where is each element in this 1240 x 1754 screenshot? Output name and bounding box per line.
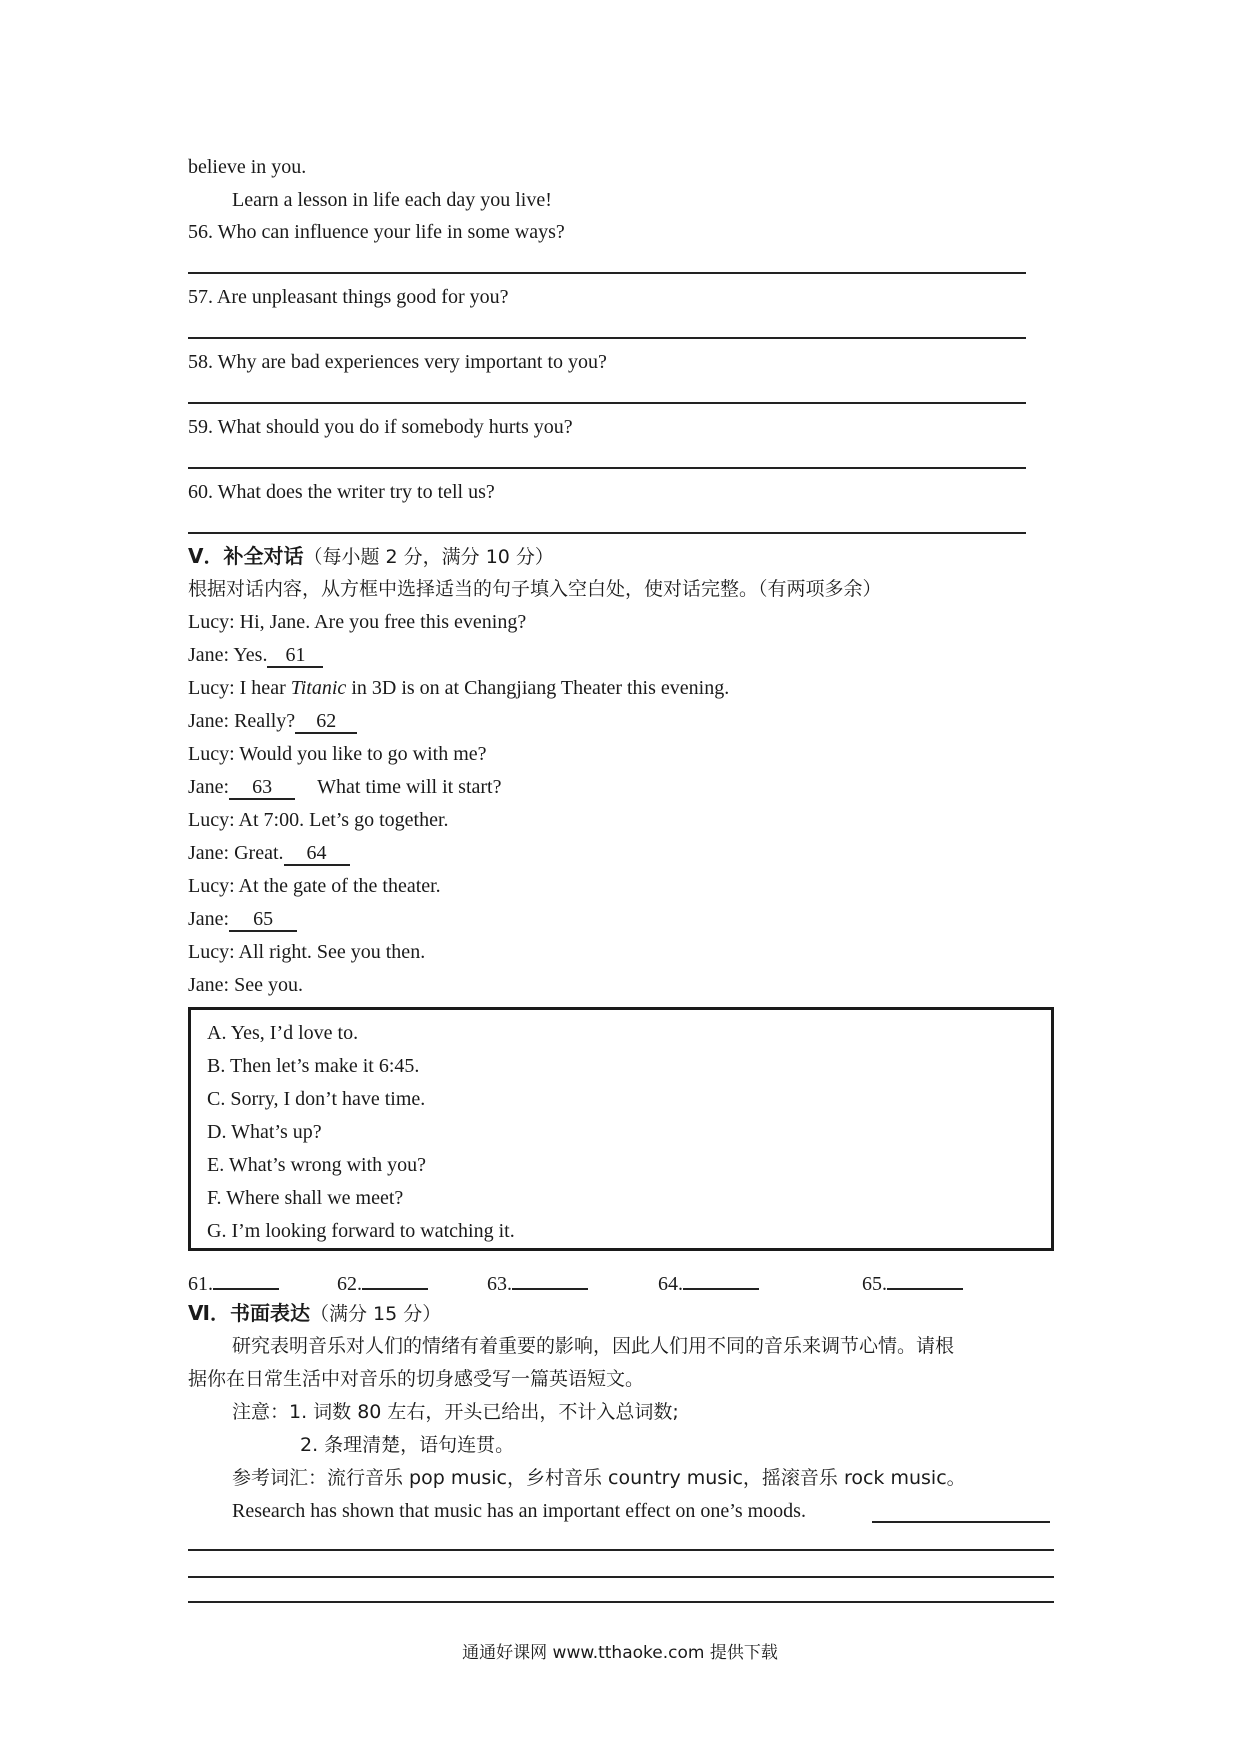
dialogue-line [188, 774, 502, 800]
blank-64[interactable]: 64 [284, 842, 350, 866]
section-5-title: V．补全对话 [188, 544, 304, 568]
option-g: G. I’m looking forward to watching it. [207, 1220, 515, 1242]
passage-line: Learn a lesson in life each day you live! [232, 189, 552, 211]
blank-62[interactable]: 62 [295, 710, 357, 734]
answer-line-57[interactable] [188, 337, 1026, 339]
dialogue-text: Lucy: I hear [188, 677, 291, 699]
answer-65[interactable] [862, 1268, 963, 1297]
section-5-note: （每小题 2 分，满分 10 分） [303, 546, 554, 568]
question-58: 58. Why are bad experiences very important to you? [188, 351, 607, 373]
option-f: F. Where shall we meet? [207, 1187, 404, 1209]
dialogue-line: Lucy: At the gate of the theater. [188, 875, 441, 897]
answer-label: 65. [862, 1273, 887, 1295]
answer-64[interactable] [658, 1268, 759, 1297]
section-5-heading [188, 543, 554, 570]
answer-63[interactable] [487, 1268, 588, 1297]
writing-prompt: 据你在日常生活中对音乐的切身感受写一篇英语短文。 [188, 1368, 645, 1390]
movie-title: Titanic [290, 677, 347, 699]
writing-note: 2. 条理清楚，语句连贯。 [300, 1434, 515, 1456]
passage-line: believe in you. [188, 156, 307, 178]
dialogue-line [188, 708, 357, 734]
dialogue-text: Jane: [188, 908, 230, 930]
section-6-note: （满分 15 分） [309, 1303, 442, 1325]
dialogue-line: Lucy: Would you like to go with me? [188, 743, 487, 765]
writing-line[interactable] [872, 1521, 1050, 1523]
dialogue-line: Lucy: Hi, Jane. Are you free this evening? [188, 611, 527, 633]
dialogue-line [188, 840, 350, 866]
answer-label: 62. [337, 1273, 362, 1295]
question-56: 56. Who can influence your life in some ways? [188, 221, 565, 243]
answer-62[interactable] [337, 1268, 428, 1297]
section-6-heading [188, 1300, 441, 1327]
dialogue-text: in 3D is on at Changjiang Theater this evening. [346, 677, 730, 699]
answer-line-60[interactable] [188, 532, 1026, 534]
writing-line[interactable] [188, 1601, 1054, 1603]
option-e: E. What’s wrong with you? [207, 1154, 427, 1176]
writing-line[interactable] [188, 1576, 1054, 1578]
dialogue-text: What time will it start? [317, 776, 502, 798]
question-57: 57. Are unpleasant things good for you? [188, 286, 509, 308]
option-d: D. What’s up? [207, 1121, 322, 1143]
answer-line-59[interactable] [188, 467, 1026, 469]
options-box [188, 1007, 1054, 1251]
writing-line[interactable] [188, 1549, 1054, 1551]
answer-label: 63. [487, 1273, 512, 1295]
answer-label: 64. [658, 1273, 683, 1295]
dialogue-text: Jane: [188, 776, 230, 798]
section-6-title: Ⅵ．书面表达 [188, 1301, 310, 1325]
dialogue-line [188, 675, 729, 701]
option-c: C. Sorry, I don’t have time. [207, 1088, 426, 1110]
dialogue-line: Lucy: All right. See you then. [188, 941, 426, 963]
blank-63[interactable]: 63 [229, 776, 295, 800]
answer-line-56[interactable] [188, 272, 1026, 274]
dialogue-line: Lucy: At 7:00. Let’s go together. [188, 809, 449, 831]
section-5-instruction: 根据对话内容，从方框中选择适当的句子填入空白处，使对话完整。（有两项多余） [188, 578, 882, 600]
blank-65[interactable]: 65 [229, 908, 297, 932]
dialogue-line [188, 906, 297, 932]
dialogue-speaker-text: Jane: Yes. [188, 644, 268, 666]
question-60: 60. What does the writer try to tell us? [188, 481, 495, 503]
writing-vocab: 参考词汇：流行音乐 pop music，乡村音乐 country music，摇滚音乐 rock music。 [232, 1467, 966, 1489]
answer-line-58[interactable] [188, 402, 1026, 404]
question-59: 59. What should you do if somebody hurts you? [188, 416, 573, 438]
writing-prompt: 研究表明音乐对人们的情绪有着重要的影响，因此人们用不同的音乐来调节心情。请根 [232, 1335, 955, 1357]
option-a: A. Yes, I’d love to. [207, 1022, 359, 1044]
answer-label: 61. [188, 1273, 213, 1295]
dialogue-line [188, 642, 323, 668]
option-b: B. Then let’s make it 6:45. [207, 1055, 420, 1077]
writing-opening: Research has shown that music has an important effect on one’s moods. [232, 1500, 806, 1522]
writing-note: 注意：1. 词数 80 左右，开头已给出，不计入总词数; [232, 1401, 679, 1423]
dialogue-text: Jane: Great. [188, 842, 284, 864]
dialogue-line: Jane: See you. [188, 974, 303, 996]
footer-text: 通通好课网 www.tthaoke.com 提供下载 [462, 1643, 778, 1663]
blank-61[interactable]: 61 [267, 644, 323, 668]
dialogue-text: Jane: Really? [188, 710, 296, 732]
answer-61[interactable] [188, 1268, 279, 1297]
